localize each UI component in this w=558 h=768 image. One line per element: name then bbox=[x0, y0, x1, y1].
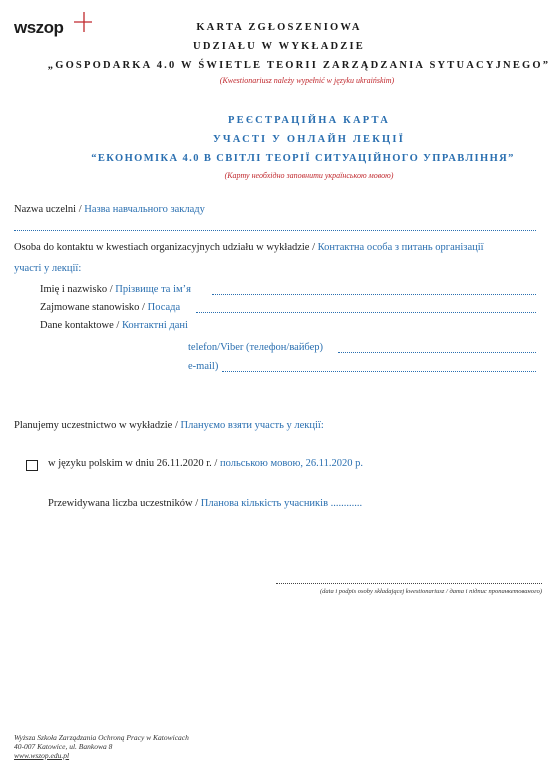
participants-label bbox=[48, 498, 362, 509]
phone-field[interactable] bbox=[338, 352, 536, 353]
contact-label-ua-2: участі у лекції: bbox=[14, 263, 82, 274]
checkbox-icon[interactable] bbox=[26, 460, 38, 471]
header-ua-line2: УЧАСТІ У ОНЛАЙН ЛЕКЦІЇ bbox=[213, 134, 405, 145]
option-label bbox=[48, 458, 363, 469]
university-label-ua: Назва навчального закладу bbox=[84, 204, 205, 215]
contact-label-ua-1: Контактна особа з питань організації bbox=[317, 242, 484, 253]
option-label-ua: польською мовою, 26.11.2020 р. bbox=[219, 458, 363, 469]
header-pl-note: (Kwestionariusz należy wypełnić w języku ukraińskim) bbox=[219, 76, 395, 85]
footer-link[interactable]: www.wszop.edu.pl bbox=[14, 751, 70, 760]
signature-caption: (data i podpis osoby składającej kwestionariusz / дата і підпис пропанкетованого) bbox=[320, 588, 542, 595]
position-label bbox=[40, 302, 180, 313]
phone-label: telefon/Viber (телефон/вайбер) bbox=[188, 342, 324, 353]
signature-line[interactable] bbox=[276, 583, 542, 584]
plan-label-ua: Плануємо взяти участь у лекції: bbox=[180, 420, 324, 431]
name-field[interactable] bbox=[212, 294, 536, 295]
plan-label-pl: Planujemy uczestnictwo w wykładzie / bbox=[14, 420, 181, 431]
contact-details-label-pl: Dane kontaktowe / bbox=[40, 320, 122, 331]
contact-label-pl: Osoba do kontaktu w kwestiach organizacyjnych udziału w wykładzie / bbox=[14, 242, 318, 253]
header-ua-line1: РЕЄСТРАЦІЙНА КАРТА bbox=[228, 115, 390, 126]
header-pl-line2: UDZIAŁU W WYKŁADZIE bbox=[193, 41, 365, 52]
position-label-pl: Zajmowane stanowisko / bbox=[40, 302, 148, 313]
university-field[interactable] bbox=[14, 230, 536, 231]
name-label-ua: Прізвище та ім’я bbox=[115, 284, 191, 295]
participants-label-ua: Планова кількість учасників bbox=[200, 498, 329, 509]
footer bbox=[14, 733, 189, 760]
university-label-pl: Nazwa uczelni / bbox=[14, 204, 85, 215]
header-ua-line3: “ЕКОНОМІКА 4.0 В СВІТЛІ ТЕОРІЇ СИТУАЦІЙНОГО УПРАВЛІННЯ” bbox=[91, 153, 515, 164]
name-label-pl: Imię i nazwisko / bbox=[40, 284, 116, 295]
option-label-pl: w języku polskim w dniu 26.11.2020 r. / bbox=[48, 458, 220, 469]
footer-line2: 40-007 Katowice, ul. Bankowa 8 bbox=[14, 742, 113, 751]
name-label bbox=[40, 284, 191, 295]
contact-details-label bbox=[40, 320, 188, 331]
email-label: e-mail) bbox=[188, 361, 219, 372]
position-label-ua: Посада bbox=[147, 302, 181, 313]
contact-details-label-ua: Контактні дані bbox=[121, 320, 188, 331]
email-field[interactable] bbox=[222, 371, 536, 372]
header-pl-line3: „GOSPODARKA 4.0 W ŚWIETLE TEORII ZARZĄDZANIA SYTUACYJNEGO” bbox=[47, 60, 551, 71]
participants-field[interactable]: ............ bbox=[330, 498, 363, 509]
header-ua-note: (Карту необхідно заповнити українською мовою) bbox=[224, 171, 394, 180]
plan-label bbox=[14, 420, 324, 431]
participants-label-pl: Przewidywana liczba uczestników / bbox=[48, 498, 201, 509]
logo-text: wszop bbox=[14, 18, 64, 37]
footer-line1: Wyższa Szkoła Zarządzania Ochroną Pracy w Katowicach bbox=[14, 733, 189, 742]
university-label bbox=[14, 204, 205, 215]
header-pl-line1: KARTA ZGŁOSZENIOWA bbox=[196, 22, 362, 33]
position-field[interactable] bbox=[196, 312, 536, 313]
contact-label bbox=[14, 242, 484, 253]
